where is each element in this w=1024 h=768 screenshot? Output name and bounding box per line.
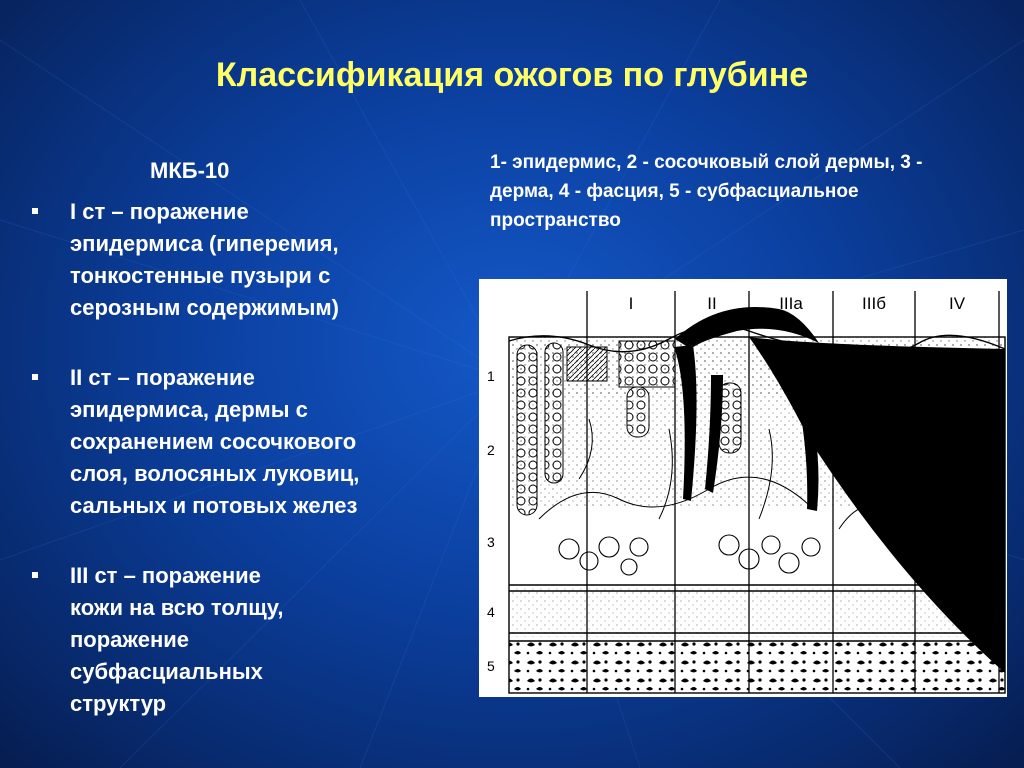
degree-label-II: II xyxy=(707,294,717,313)
slide-title: Классификация ожогов по глубине xyxy=(215,56,809,94)
bullet-marker-icon xyxy=(32,374,38,380)
list-item-text: I ст – поражение эпидермиса (гиперемия, тонкостенные пузыри с серозным содержимым) xyxy=(70,199,339,320)
layer-label-1: 1 xyxy=(487,368,495,384)
layer-label-4: 4 xyxy=(487,604,495,620)
bullet-marker-icon xyxy=(32,208,38,214)
list-item-text: III ст – поражение кожи на всю толщу, поражение субфасциальных структур xyxy=(70,563,284,716)
mkb-heading: МКБ-10 xyxy=(150,158,230,183)
list-item-text: II ст – поражение эпидермиса, дермы с сохранением сосочкового слоя, волосяных луковиц, сальных и потовых желез xyxy=(70,365,360,518)
degree-label-IV: IV xyxy=(948,294,966,313)
layer-label-2: 2 xyxy=(487,442,495,458)
layer-label-5: 5 xyxy=(487,658,495,674)
bullet-marker-icon xyxy=(32,572,38,578)
skin-cross-section-illustration xyxy=(479,279,1007,697)
list-item-degree-1 xyxy=(28,196,468,324)
degree-label-IIIb: IIIб xyxy=(862,294,886,313)
burn-depth-diagram xyxy=(479,279,1007,697)
layer-legend: 1- эпидермис, 2 - сосочковый слой дермы, 3 - дерма, 4 - фасция, 5 - субфасциальное пространство xyxy=(490,152,923,231)
degree-label-I: I xyxy=(628,294,634,313)
degree-label-IIIa: IIIа xyxy=(779,294,803,313)
list-item-degree-3 xyxy=(28,560,468,720)
list-item-degree-2 xyxy=(28,362,468,522)
layer-label-3: 3 xyxy=(487,534,495,550)
